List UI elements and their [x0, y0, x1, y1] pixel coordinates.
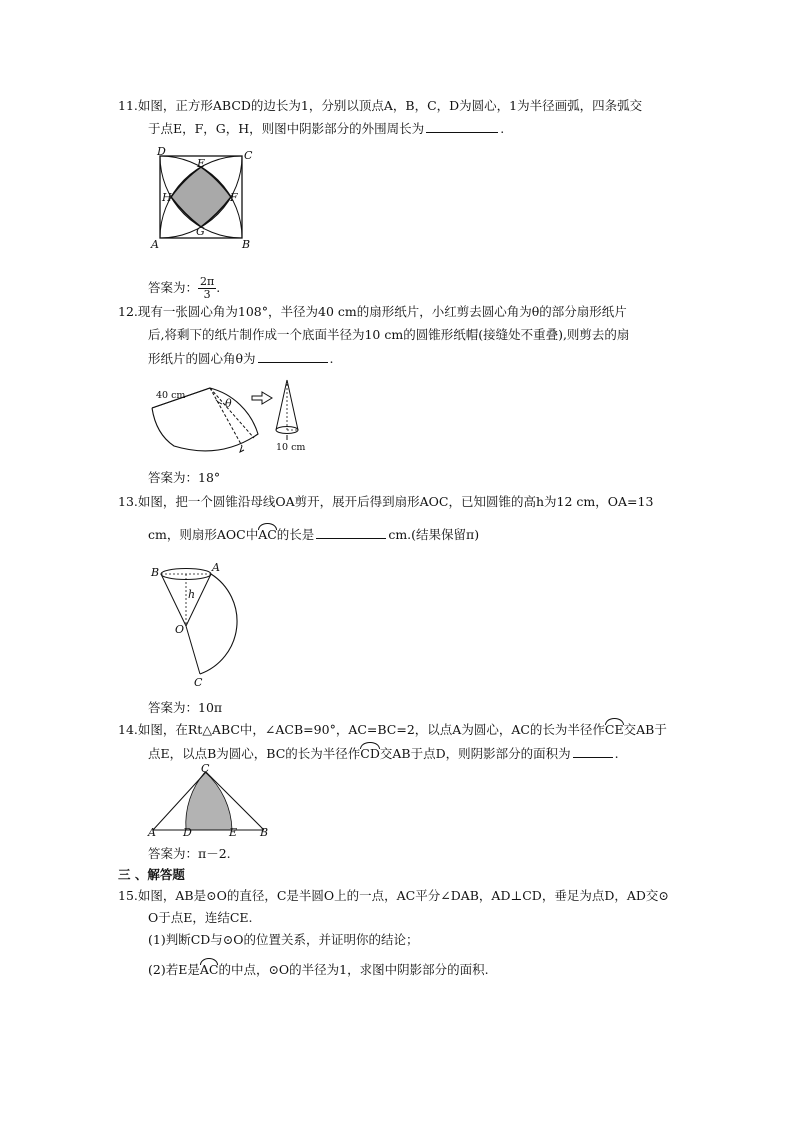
- q14-label-c: C: [201, 762, 210, 775]
- q14-label-d: D: [183, 826, 192, 839]
- q14-label-a: A: [148, 826, 156, 839]
- q11-label-g: G: [196, 225, 205, 238]
- q13-text-line1: 13.如图，把一个圆锥沿母线OA剪开，展开后得到扇形AOC，已知圆锥的高h为12 cm，OA=13: [118, 494, 654, 509]
- q12-scissors: [240, 446, 244, 452]
- section-heading: 三 、解答题: [118, 867, 185, 882]
- q13-text-line2: cm，则扇形AOC中AC的长是 cm.(结果保留π): [148, 527, 480, 542]
- q11-label-c: C: [244, 149, 253, 162]
- q15-part2: (2)若E是AC的中点，⊙O的半径为1，求图中阴影部分的面积.: [148, 962, 489, 977]
- q14-label-e: E: [229, 826, 238, 839]
- q14-arc-cd: CD: [360, 746, 380, 761]
- q12-text-line3: 形纸片的圆心角θ为 .: [148, 351, 334, 366]
- q12-label-theta: θ: [225, 397, 232, 410]
- q15-text-line2: O于点E，连结CE.: [148, 910, 253, 925]
- q14-figure: [148, 764, 272, 838]
- q11-text-line2: 于点E，F，G，H，则图中阴影部分的外围周长为 .: [148, 121, 505, 136]
- q13-label-o: O: [175, 623, 185, 636]
- q12-answer-blank: [258, 350, 328, 363]
- q15-arc-ac: AC: [199, 962, 219, 977]
- q15-text-line1: 15.如图，AB是⊙O的直径，C是半圆O上的一点，AC平分∠DAB，AD⊥CD，垂足为点D，AD交⊙: [118, 888, 669, 903]
- q13-figure: [148, 562, 258, 692]
- q14-text-line1: 14.如图，在Rt△ABC中，∠ACB=90°，AC=BC=2，以点A为圆心，AC的长为半径作CE交AB于: [118, 722, 667, 737]
- q15-part1: (1)判断CD与⊙O的位置关系，并证明你的结论；: [148, 932, 419, 947]
- q11-label-h: H: [162, 191, 172, 204]
- q11-label-e: E: [197, 157, 206, 170]
- q14-label-b: B: [260, 826, 269, 839]
- q13-label-b: B: [151, 566, 160, 579]
- q13-answer: 答案为：10π: [148, 700, 223, 715]
- q11-text-line1: 11.如图，正方形ABCD的边长为1，分别以顶点A，B，C，D为圆心，1为半径画弧，四条弧交: [118, 98, 643, 113]
- q13-radius-oc: [186, 626, 200, 674]
- q14-answer: 答案为：π－2.: [148, 846, 231, 861]
- q12-label-base: 10 cm: [276, 442, 306, 453]
- q12-text-line2: 后,将剩下的纸片制作成一个底面半径为10 cm的圆锥形纸帽(接缝处不重叠),则剪去的扇: [148, 327, 630, 342]
- q12-figure: [148, 374, 328, 458]
- q11-answer: 答案为： $\frac{2\pi}{3}$ .: [148, 275, 221, 301]
- q12-label-radius: 40 cm: [156, 390, 186, 401]
- q11-shaded-region: [171, 167, 231, 227]
- q12-answer: 答案为：18°: [148, 470, 221, 485]
- q13-label-a: A: [212, 561, 220, 574]
- q11-label-d: D: [157, 145, 166, 158]
- q14-arc-ce: CE: [604, 722, 624, 737]
- q11-figure: [148, 146, 268, 254]
- q13-arc-ac: AC: [258, 527, 277, 542]
- q11-label-f: F: [230, 191, 238, 204]
- q12-arrow: [252, 392, 272, 404]
- q12-text-line1: 12.现有一张圆心角为108°，半径为40 cm的扇形纸片，小红剪去圆心角为θ的部分扇形纸片: [118, 304, 627, 319]
- q13-answer-blank: [316, 526, 386, 539]
- q11-label-b: B: [242, 238, 251, 251]
- q11-label-a: A: [151, 238, 159, 251]
- q13-label-c: C: [194, 676, 203, 689]
- q11-answer-fraction: $\frac{2\pi}{3}$: [200, 275, 215, 301]
- q14-answer-blank: [573, 745, 613, 758]
- q14-text-line2: 点E，以点B为圆心，BC的长为半径作CD交AB于点D，则阴影部分的面积为 .: [148, 746, 619, 761]
- q13-sector-arc: [200, 574, 237, 674]
- q13-label-h: h: [188, 588, 196, 601]
- q13-cone-left: [161, 574, 186, 626]
- q14-shaded-region: [186, 772, 232, 830]
- q11-answer-blank: [426, 120, 498, 133]
